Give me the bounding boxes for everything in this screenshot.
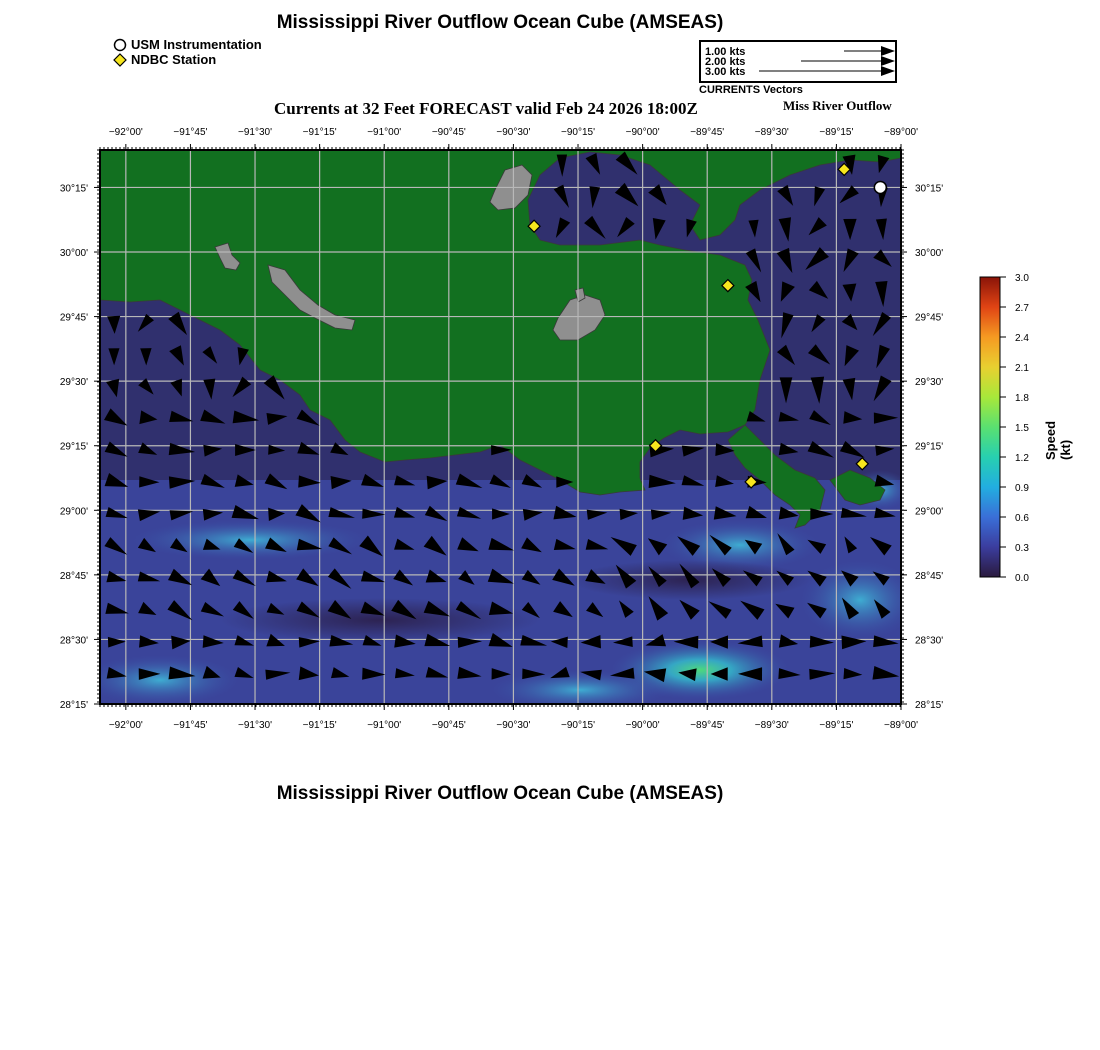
region-label: Miss River Outflow [783, 98, 892, 113]
vector-scale-label: 2.00 kts [705, 56, 746, 68]
lat-tick-label: 29°15' [59, 441, 88, 453]
lon-tick-label: −89°15' [819, 720, 854, 731]
vectors-caption: CURRENTS Vectors [699, 84, 803, 96]
colorbar-tick-label: 0.9 [1015, 483, 1029, 494]
lat-labels-right [915, 183, 943, 711]
usm-station-marker [874, 181, 886, 193]
lat-tick-label: 30°00' [915, 248, 944, 260]
colorbar-tick-label: 2.4 [1015, 333, 1029, 344]
lon-labels-bottom [109, 720, 918, 731]
lon-tick-label: −89°45' [690, 127, 725, 138]
colorbar-label: Speed (kt) [1043, 420, 1073, 460]
lon-tick-label: −92°00' [108, 127, 143, 138]
colorbar [980, 277, 1000, 577]
colorbar-tick-label: 0.0 [1015, 573, 1029, 584]
lon-tick-label: −90°15' [561, 127, 596, 138]
lon-tick-label: −90°45' [431, 127, 466, 138]
lat-tick-label: 28°45' [915, 570, 944, 582]
lon-tick-label: −91°00' [367, 720, 402, 731]
lon-tick-label: −89°00' [884, 720, 918, 731]
lon-tick-label: −90°15' [561, 720, 596, 731]
lat-tick-label: 29°45' [59, 312, 88, 324]
lat-tick-label: 29°00' [59, 506, 88, 518]
colorbar-ticks [1000, 273, 1029, 584]
lon-tick-label: −91°30' [238, 720, 273, 731]
lat-tick-label: 28°30' [59, 635, 88, 647]
lon-tick-label: −90°30' [496, 127, 531, 138]
lat-tick-label: 29°30' [915, 377, 944, 389]
lon-tick-label: −91°00' [367, 127, 402, 138]
lon-tick-label: −91°30' [238, 127, 273, 138]
colorbar-tick-label: 2.7 [1015, 303, 1029, 314]
lon-labels-top [109, 127, 918, 138]
lat-tick-label: 29°45' [915, 312, 944, 324]
lat-tick-label: 30°00' [59, 248, 88, 260]
lat-tick-label: 29°00' [915, 506, 944, 518]
lat-tick-label: 28°15' [59, 700, 88, 711]
lon-tick-label: −89°15' [819, 127, 854, 138]
lon-tick-label: −89°00' [884, 127, 918, 138]
lat-tick-label: 28°45' [59, 570, 88, 582]
lat-tick-label: 28°15' [915, 700, 944, 711]
lon-tick-label: −91°15' [302, 127, 337, 138]
lat-labels-left [60, 183, 88, 711]
colorbar-tick-label: 1.2 [1015, 453, 1029, 464]
speed-hotspot [80, 655, 240, 705]
colorbar-tick-label: 3.0 [1015, 273, 1029, 284]
lon-tick-label: −91°15' [302, 720, 337, 731]
lon-tick-label: −90°00' [625, 720, 660, 731]
lat-tick-label: 30°15' [59, 183, 88, 195]
lon-tick-label: −92°00' [108, 720, 143, 731]
lat-tick-label: 29°15' [915, 441, 944, 453]
map-plot-area [80, 150, 920, 710]
lon-tick-label: −90°30' [496, 720, 531, 731]
lon-tick-label: −90°00' [625, 127, 660, 138]
colorbar-tick-label: 1.8 [1015, 393, 1029, 404]
colorbar-tick-label: 0.6 [1015, 513, 1029, 524]
lon-tick-label: −89°30' [754, 127, 789, 138]
lon-tick-label: −91°45' [173, 720, 208, 731]
legend-ndbc-label: NDBC Station [131, 52, 217, 67]
colorbar-tick-label: 2.1 [1015, 363, 1029, 374]
lon-tick-label: −91°45' [173, 127, 208, 138]
legend-usm-label: USM Instrumentation [131, 37, 262, 52]
lat-tick-label: 29°30' [59, 377, 88, 389]
map-title: Mississippi River Outflow Ocean Cube (AMSEAS) [276, 12, 724, 33]
lon-tick-label: −89°30' [754, 720, 789, 731]
map-subtitle: Currents at 32 Feet FORECAST valid Feb 24 2026 18:00Z [274, 99, 698, 118]
vector-scale-label: 3.00 kts [705, 66, 746, 78]
lon-tick-label: −89°45' [690, 720, 725, 731]
second-map-title: Mississippi River Outflow Ocean Cube (AMSEAS) [276, 783, 724, 804]
colorbar-tick-label: 0.3 [1015, 543, 1029, 554]
vector-scale-label: 1.00 kts [705, 46, 746, 58]
lon-tick-label: −90°45' [431, 720, 466, 731]
colorbar-tick-label: 1.5 [1015, 423, 1029, 434]
lat-tick-label: 28°30' [915, 635, 944, 647]
lat-tick-label: 30°15' [915, 183, 944, 195]
